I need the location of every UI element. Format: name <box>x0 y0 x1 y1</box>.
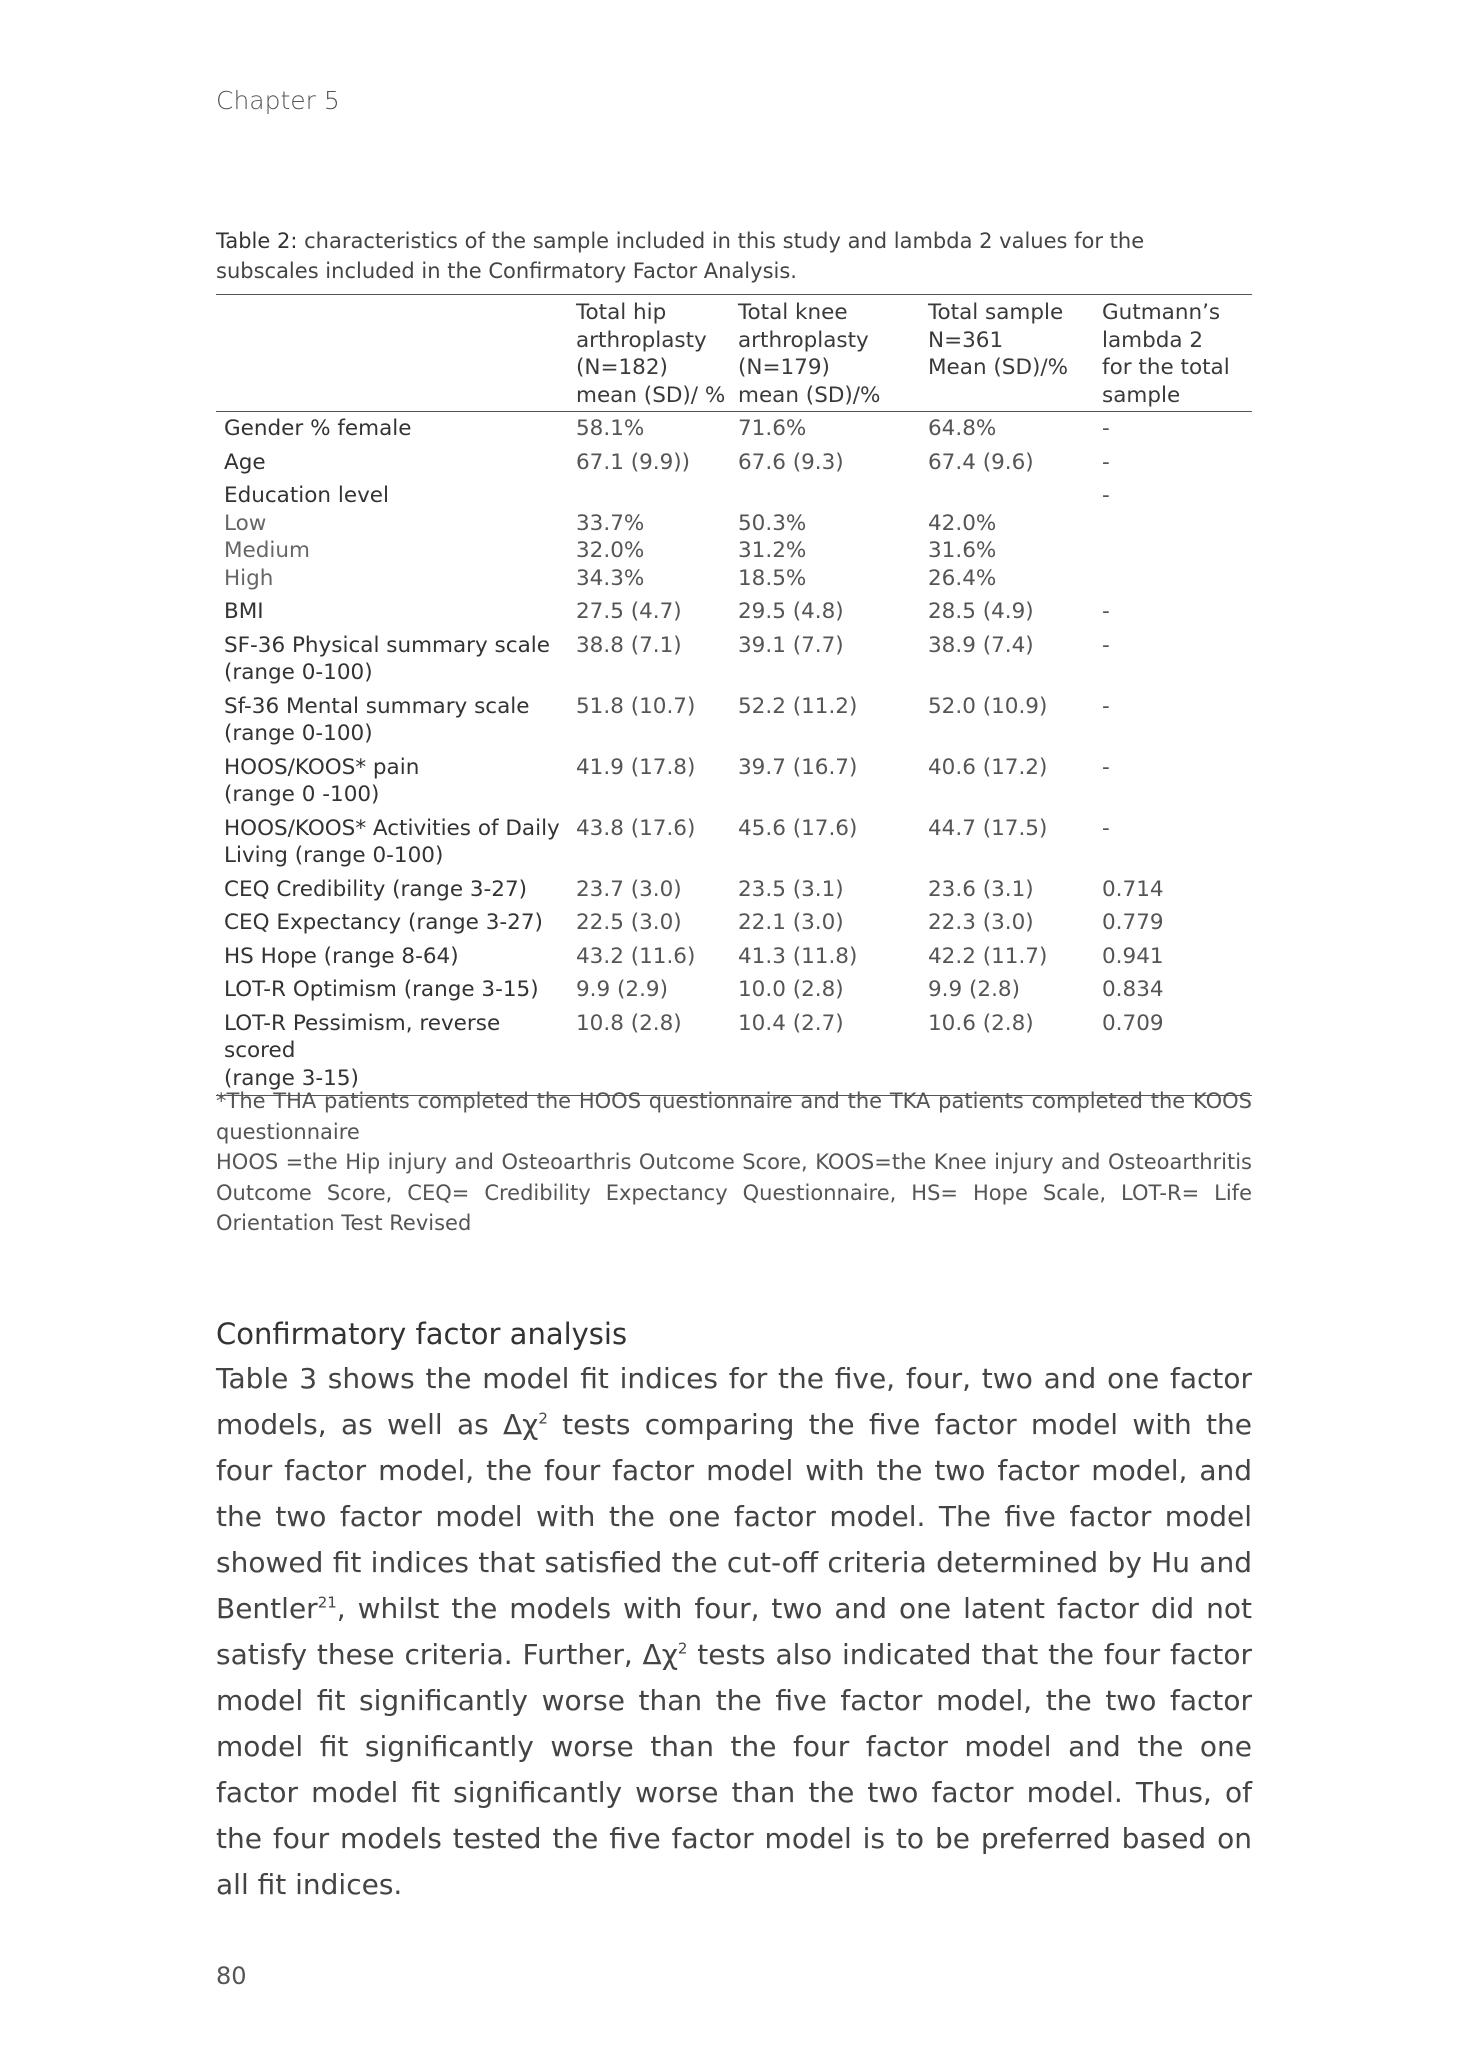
cell-line: 50.3% <box>738 510 807 536</box>
table-header-row <box>216 295 1252 412</box>
header-cell-label <box>216 295 576 412</box>
cell-line: 0.779 <box>1102 910 1164 935</box>
cell-hip <box>576 940 738 974</box>
cell-total <box>928 690 1102 751</box>
cell-total <box>928 595 1102 629</box>
table-row <box>216 1007 1252 1096</box>
cell-total <box>928 629 1102 690</box>
cell-hip <box>576 479 738 595</box>
table-body <box>216 412 1252 1096</box>
cell-hip <box>576 906 738 940</box>
cell-line: - <box>1102 449 1110 475</box>
row-label <box>216 1007 576 1096</box>
cell-line: 23.6 (3.1) <box>928 876 1034 902</box>
header-line: (N=182) <box>576 355 668 380</box>
cell-line: 39.7 (16.7) <box>738 754 858 780</box>
cell-hip <box>576 973 738 1007</box>
cell-hip <box>576 629 738 690</box>
cell-lambda <box>1102 873 1252 907</box>
header-line: sample <box>1102 382 1181 408</box>
cell-line <box>738 482 928 510</box>
cell-line: High <box>224 565 274 591</box>
characteristics-table <box>216 294 1252 1096</box>
cell-total <box>928 479 1102 595</box>
cell-lambda <box>1102 412 1252 446</box>
cell-lambda <box>1102 973 1252 1007</box>
header-line: arthroplasty <box>576 327 707 353</box>
cell-line: 34.3% <box>576 565 645 591</box>
cell-line: 9.9 (2.9) <box>576 977 668 1002</box>
cell-line: HS Hope (range 8-64) <box>224 943 459 969</box>
cell-line: 67.1 (9.9)) <box>576 449 691 475</box>
citation-superscript: 21 <box>317 1593 337 1612</box>
cell-line: SF-36 Physical summary scale <box>224 632 550 658</box>
cell-hip <box>576 873 738 907</box>
cell-hip <box>576 812 738 873</box>
paragraph-text: Table 3 shows the model fit indices for the five, four, two and one factor models, as well as Δχ <box>216 1362 1252 1441</box>
cell-line: 23.5 (3.1) <box>738 876 844 902</box>
cell-knee <box>738 479 928 595</box>
cell-line: 51.8 (10.7) <box>576 693 696 719</box>
page-number: 80 <box>216 1962 247 1990</box>
row-label <box>216 479 576 595</box>
cell-hip <box>576 751 738 812</box>
header-line: arthroplasty <box>738 327 869 353</box>
table-row <box>216 873 1252 907</box>
characteristics-table-container <box>216 294 1252 1096</box>
cell-line: 39.1 (7.7) <box>738 632 844 658</box>
cell-line: 31.2% <box>738 538 807 563</box>
paragraph-text: tests comparing the five factor model with the four factor model, the four factor model with the two factor model, and the two factor model with the one factor model. The five factor model showed fit indices that satisfied the cut-off criteria determined by Hu and Bentler <box>216 1408 1253 1625</box>
cell-line: 58.1% <box>576 416 645 441</box>
cell-line: LOT-R Optimism (range 3-15) <box>224 977 539 1002</box>
cell-line: (range 0-100) <box>224 721 373 746</box>
table-caption <box>216 226 1252 286</box>
cell-line: 44.7 (17.5) <box>928 815 1048 841</box>
cell-line: Sf-36 Mental summary scale <box>224 693 530 719</box>
row-label <box>216 446 576 480</box>
table-row <box>216 446 1252 480</box>
cell-line: 42.0% <box>928 510 997 536</box>
cell-line: 9.9 (2.8) <box>928 977 1020 1002</box>
cell-lambda <box>1102 629 1252 690</box>
row-label <box>216 906 576 940</box>
cell-total <box>928 446 1102 480</box>
cell-line: - <box>1102 416 1110 441</box>
row-label <box>216 873 576 907</box>
cell-line: 43.2 (11.6) <box>576 943 696 969</box>
cell-line <box>928 482 1102 510</box>
cell-lambda <box>1102 906 1252 940</box>
cell-hip <box>576 446 738 480</box>
cell-total <box>928 1007 1102 1096</box>
cell-line: 23.7 (3.0) <box>576 876 682 902</box>
header-line: (N=179) <box>738 355 830 380</box>
table-row <box>216 940 1252 974</box>
row-label <box>216 973 576 1007</box>
cell-line: 42.2 (11.7) <box>928 943 1048 969</box>
table-note: HOOS =the Hip injury and Osteoarthris Outcome Score, KOOS=the Knee injury and Osteoarthritis Outcome Score, CEQ= Credibility Expectancy Questionnaire, HS= Hope Scale, LOT-R= Life Orientation Test Revised <box>216 1150 1252 1235</box>
cell-total <box>928 906 1102 940</box>
cell-line: 64.8% <box>928 416 997 441</box>
cell-lambda <box>1102 690 1252 751</box>
cell-knee <box>738 812 928 873</box>
cell-line: 10.0 (2.8) <box>738 977 844 1002</box>
cell-total <box>928 873 1102 907</box>
cell-line: 22.1 (3.0) <box>738 910 844 935</box>
cell-line: 0.709 <box>1102 1010 1164 1036</box>
table-row <box>216 479 1252 595</box>
cell-hip <box>576 1007 738 1096</box>
cell-line: 26.4% <box>928 565 997 591</box>
row-label <box>216 940 576 974</box>
cell-hip <box>576 690 738 751</box>
cell-line: 10.6 (2.8) <box>928 1010 1034 1036</box>
row-label <box>216 690 576 751</box>
cell-line: Living (range 0-100) <box>224 843 444 868</box>
header-line: Total hip <box>576 300 667 325</box>
cell-line: 67.6 (9.3) <box>738 449 844 475</box>
cell-knee <box>738 973 928 1007</box>
cell-knee <box>738 906 928 940</box>
cell-line: 29.5 (4.8) <box>738 599 844 624</box>
cell-line: Age <box>224 449 266 475</box>
row-label <box>216 412 576 446</box>
cell-line: 41.9 (17.8) <box>576 754 696 780</box>
cell-line: 71.6% <box>738 416 807 441</box>
header-line: mean (SD)/% <box>738 382 881 408</box>
cell-line: 18.5% <box>738 565 807 591</box>
header-line: mean (SD)/ % <box>576 382 726 408</box>
cell-line: 0.714 <box>1102 876 1164 902</box>
cell-line: 38.8 (7.1) <box>576 632 682 658</box>
table-row <box>216 629 1252 690</box>
cell-knee <box>738 412 928 446</box>
section-heading: Confirmatory factor analysis <box>216 1317 628 1351</box>
cell-line: - <box>1102 754 1110 780</box>
cell-line: 52.0 (10.9) <box>928 693 1048 719</box>
cell-lambda <box>1102 940 1252 974</box>
table-caption-label: Table 2: <box>216 229 298 253</box>
cell-total <box>928 940 1102 974</box>
cell-total <box>928 973 1102 1007</box>
cell-line: - <box>1102 599 1110 624</box>
cell-line <box>576 482 738 510</box>
cell-line: HOOS/KOOS* Activities of Daily <box>224 815 560 841</box>
header-cell-knee <box>738 295 928 412</box>
row-label <box>216 595 576 629</box>
cell-knee <box>738 446 928 480</box>
table-row <box>216 973 1252 1007</box>
header-line: Mean (SD)/% <box>928 355 1069 380</box>
cell-line: - <box>1102 815 1110 841</box>
header-line: lambda 2 <box>1102 327 1204 353</box>
cell-line: CEQ Credibility (range 3-27) <box>224 876 528 902</box>
cell-total <box>928 812 1102 873</box>
cell-line: LOT-R Pessimism, reverse scored <box>224 1010 501 1063</box>
cell-line: - <box>1102 632 1110 658</box>
cell-line: Gender % female <box>224 416 412 441</box>
chapter-header: Chapter 5 <box>216 86 340 115</box>
table-row <box>216 812 1252 873</box>
cell-lambda <box>1102 595 1252 629</box>
table-caption-text: characteristics of the sample included in this study and lambda 2 values for the subscales included in the Confirmatory Factor Analysis. <box>216 229 1145 283</box>
header-line: N=361 <box>928 327 1004 353</box>
cell-knee <box>738 690 928 751</box>
header-cell-hip <box>576 295 738 412</box>
header-line: for the total <box>1102 355 1230 380</box>
cell-line: 0.834 <box>1102 977 1164 1002</box>
cell-knee <box>738 595 928 629</box>
cell-lambda <box>1102 479 1252 595</box>
cell-total <box>928 412 1102 446</box>
header-line: Total knee <box>738 300 848 325</box>
table-row <box>216 595 1252 629</box>
cell-line: 67.4 (9.6) <box>928 449 1034 475</box>
cell-lambda <box>1102 812 1252 873</box>
cell-total <box>928 751 1102 812</box>
cell-line: 45.6 (17.6) <box>738 815 858 841</box>
cell-line: - <box>1102 693 1110 719</box>
cell-line: 40.6 (17.2) <box>928 754 1048 780</box>
cell-line: 10.4 (2.7) <box>738 1010 844 1036</box>
cell-line: 41.3 (11.8) <box>738 943 858 969</box>
table-row <box>216 751 1252 812</box>
cell-line: Low <box>224 510 267 536</box>
cell-line: 32.0% <box>576 538 645 563</box>
cell-knee <box>738 1007 928 1096</box>
paragraph-text: tests also indicated that the four factor model fit significantly worse than the five factor model, the two factor model fit significantly worse than the four factor model and the one factor model fit significantly worse than the two factor model. Thus, of the four models tested the five factor model is to be preferred based on all fit indices. <box>216 1638 1252 1901</box>
cell-line: 43.8 (17.6) <box>576 815 696 841</box>
cell-line: (range 0-100) <box>224 660 373 685</box>
header-line: Gutmann’s <box>1102 300 1221 325</box>
cell-knee <box>738 629 928 690</box>
cell-knee <box>738 873 928 907</box>
cell-line: 31.6% <box>928 538 997 563</box>
cell-line: - <box>1102 483 1110 508</box>
cell-line: 38.9 (7.4) <box>928 632 1034 658</box>
cell-lambda <box>1102 1007 1252 1096</box>
table-row <box>216 690 1252 751</box>
cell-line: CEQ Expectancy (range 3-27) <box>224 910 543 935</box>
cell-lambda <box>1102 446 1252 480</box>
cell-hip <box>576 412 738 446</box>
cell-lambda <box>1102 751 1252 812</box>
cell-line: (range 3-15) <box>224 1065 359 1091</box>
row-label <box>216 812 576 873</box>
cell-line: 27.5 (4.7) <box>576 599 682 624</box>
row-label <box>216 751 576 812</box>
paragraph-text: , whilst the models with four, two and one latent factor did not satisfy these criteria. Further, Δχ <box>216 1592 1252 1671</box>
row-label <box>216 629 576 690</box>
cell-line: HOOS/KOOS* pain <box>224 754 420 780</box>
superscript: 2 <box>677 1639 688 1658</box>
header-cell-lambda <box>1102 295 1252 412</box>
table-row <box>216 906 1252 940</box>
header-line: Total sample <box>928 300 1064 325</box>
cell-line: Education level <box>224 483 389 508</box>
table-notes <box>216 1086 1252 1239</box>
header-cell-total <box>928 295 1102 412</box>
body-paragraph <box>216 1356 1252 1908</box>
cell-line: Medium <box>224 538 310 563</box>
cell-line: 10.8 (2.8) <box>576 1010 682 1036</box>
cell-hip <box>576 595 738 629</box>
cell-line: 0.941 <box>1102 943 1164 969</box>
cell-line: 22.3 (3.0) <box>928 910 1034 935</box>
cell-knee <box>738 940 928 974</box>
cell-line: 28.5 (4.9) <box>928 599 1034 624</box>
table-note: *The THA patients completed the HOOS questionnaire and the TKA patients completed the KOOS questionnaire <box>216 1089 1252 1144</box>
cell-line: 22.5 (3.0) <box>576 910 682 935</box>
superscript: 2 <box>538 1409 548 1428</box>
cell-line: BMI <box>224 599 264 624</box>
cell-knee <box>738 751 928 812</box>
cell-line: (range 0 -100) <box>224 782 380 807</box>
table-row <box>216 412 1252 446</box>
cell-line: 52.2 (11.2) <box>738 693 858 719</box>
cell-line: 33.7% <box>576 510 645 536</box>
